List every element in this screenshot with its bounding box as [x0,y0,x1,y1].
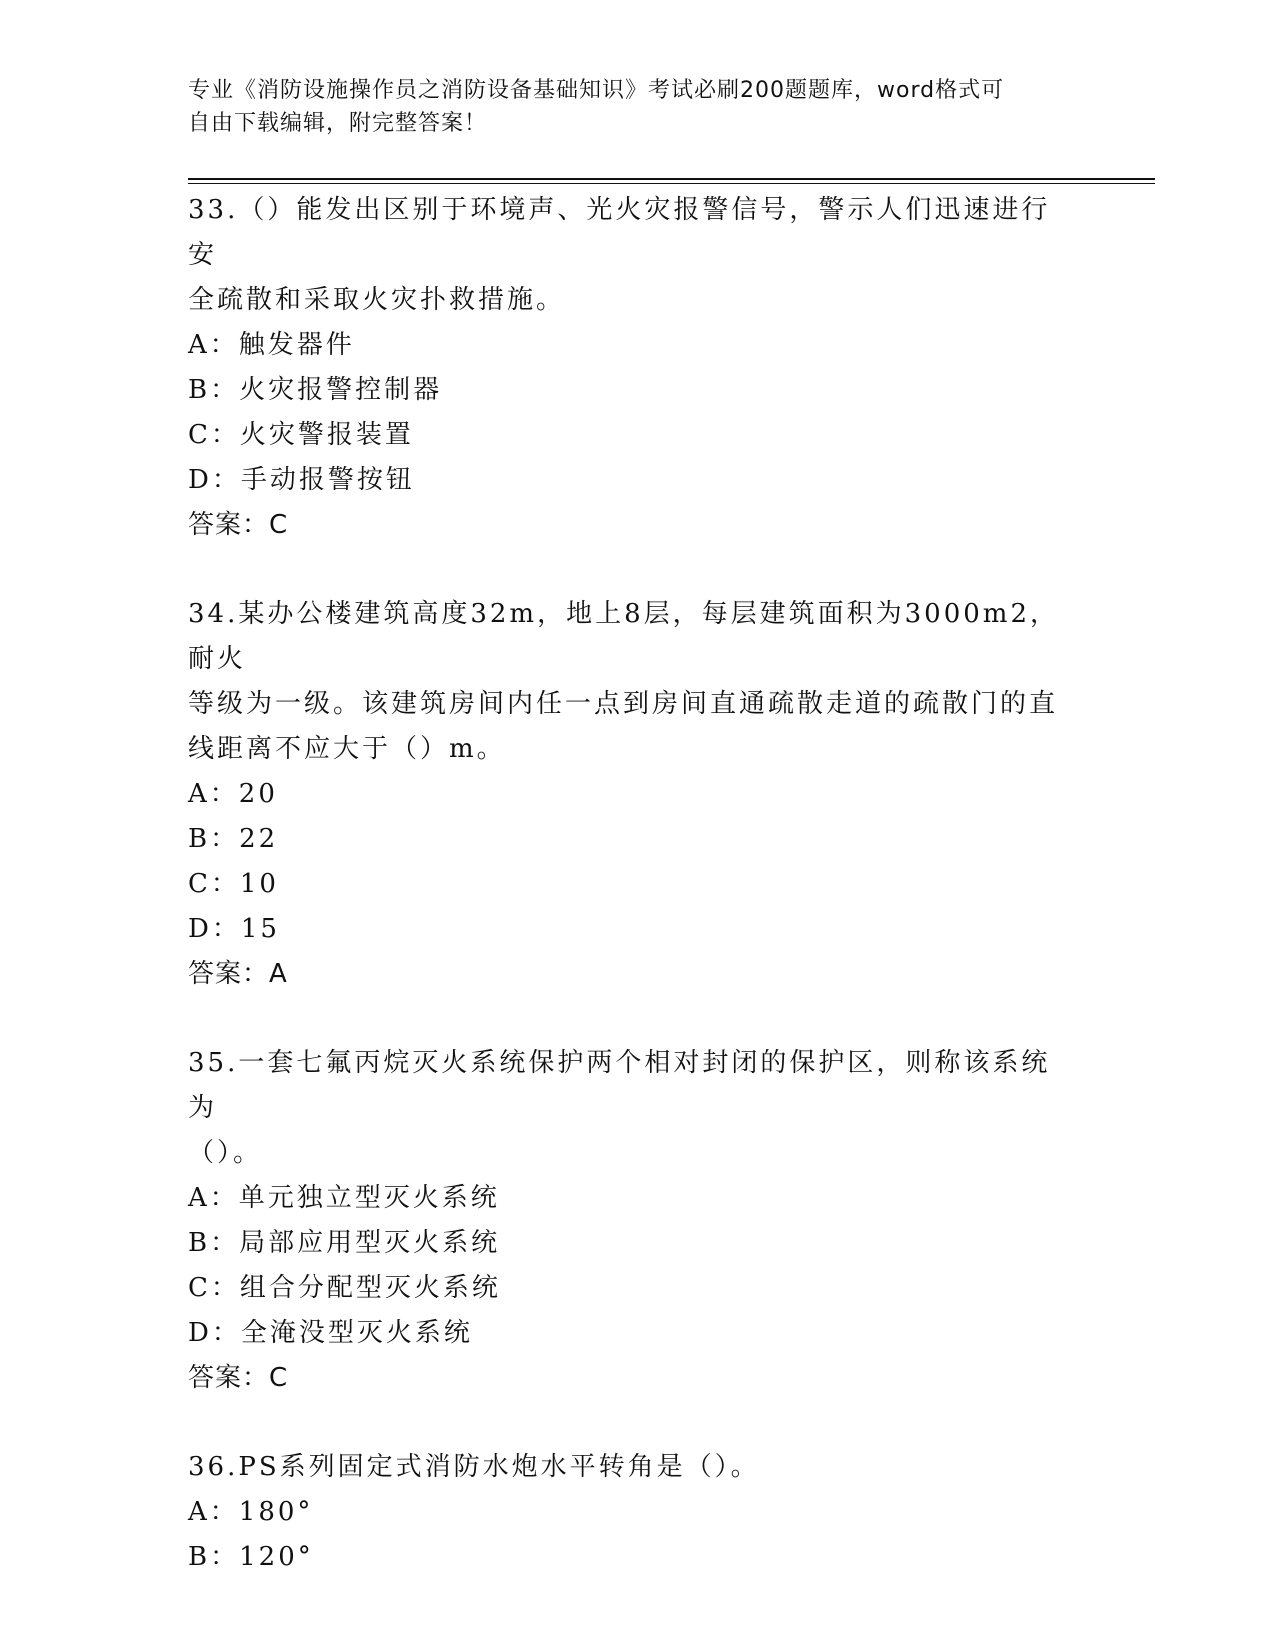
answer-line: 答案：C [188,1363,289,1393]
option-a: A：20 [188,779,278,809]
option-d: D：15 [188,914,280,944]
question-list [188,188,1078,1624]
header-divider-thick [188,178,1155,180]
option-b: B：120° [188,1542,314,1572]
question-stem-line: 线距离不应大于（）m。 [188,734,506,764]
option-b: B：局部应用型灭火系统 [188,1228,501,1258]
question-stem-line: 等级为一级。该建筑房间内任一点到房间直通疏散走道的疏散门的直 [188,689,1059,719]
header-line-2: 自由下载编辑，附完整答案！ [188,111,488,136]
option-b: B：火灾报警控制器 [188,375,443,405]
question-stem-line: （）。 [188,1138,263,1168]
option-d: D：全淹没型灭火系统 [188,1318,473,1348]
answer-line: 答案：C [188,510,289,540]
question-33 [188,188,1078,548]
option-c: C：10 [188,869,279,899]
option-c: C：火灾警报装置 [188,420,414,450]
option-b: B：22 [188,824,279,854]
question-stem-line: 全疏散和采取火灾扑救措施。 [188,285,566,315]
option-a: A：180° [188,1497,314,1527]
question-stem-line: 33.（）能发出区别于环境声、光火灾报警信号，警示人们迅速进行安 [188,195,1051,270]
header-divider-thin [188,183,1155,184]
question-stem-line: 35.一套七氟丙烷灭火系统保护两个相对封闭的保护区，则称该系统为 [188,1048,1051,1123]
header-line-1: 专业《消防设施操作员之消防设备基础知识》考试必刷200题题库，word格式可 [188,78,1005,103]
option-a: A：单元独立型灭火系统 [188,1183,500,1213]
question-35 [188,1041,1078,1401]
answer-line: 答案：A [188,959,288,989]
option-a: A：触发器件 [188,330,355,360]
question-36 [188,1445,1078,1580]
document-header [188,74,1068,140]
question-34 [188,592,1078,997]
option-d: D：手动报警按钮 [188,465,415,495]
question-stem-line: 34.某办公楼建筑高度32m，地上8层，每层建筑面积为3000m2，耐火 [188,599,1059,674]
question-stem-line: 36.PS系列固定式消防水炮水平转角是（）。 [188,1452,760,1482]
option-c: C：组合分配型灭火系统 [188,1273,501,1303]
